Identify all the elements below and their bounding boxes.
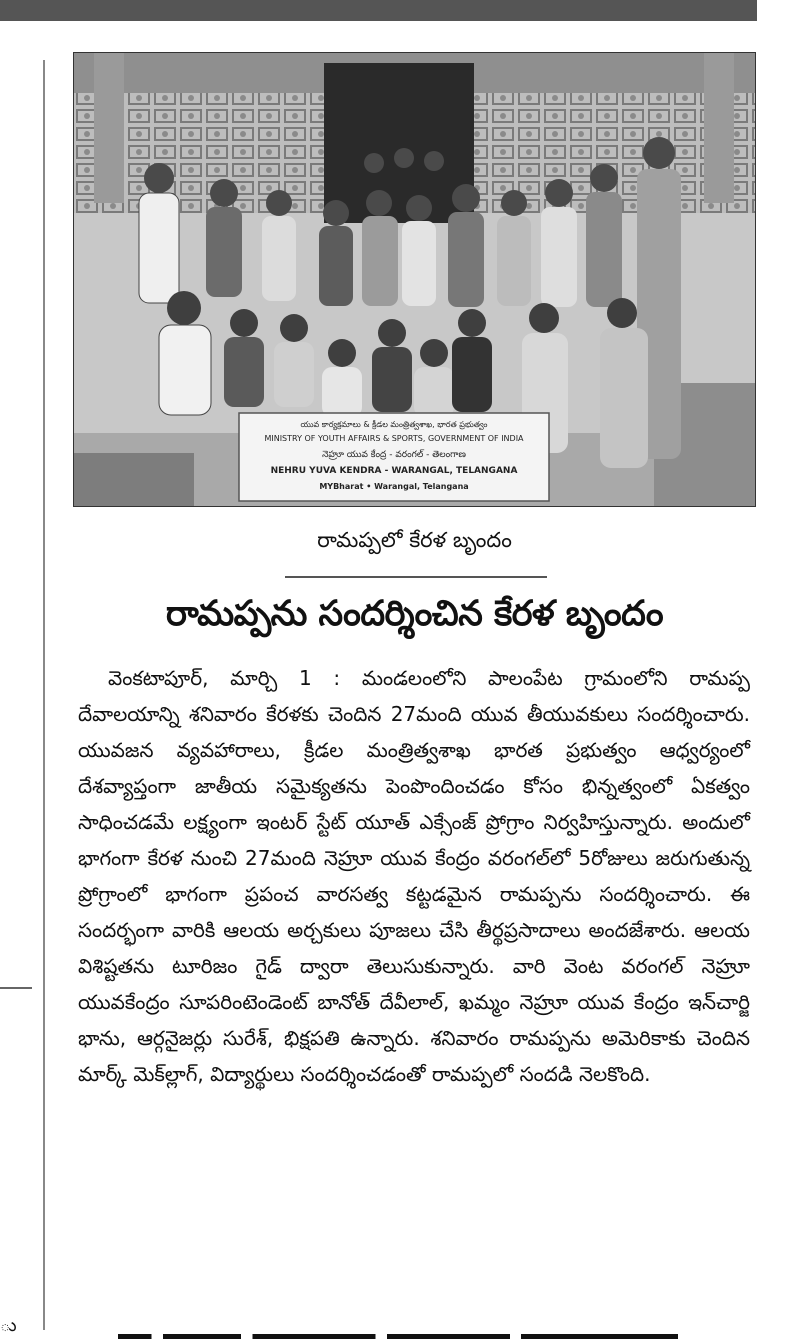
article-photo <box>73 52 756 507</box>
caption-divider <box>285 576 547 578</box>
banner-line-2: MINISTRY OF YOUTH AFFAIRS & SPORTS, GOVERNMENT OF INDIA <box>264 434 524 443</box>
banner-line-5: MYBharat • Warangal, Telangana <box>319 482 469 491</box>
article-body: వెంకటాపూర్, మార్చి 1 : మండలంలోని పాలంపేట గ్రామంలోని రామప్ప దేవాలయాన్ని శనివారం కేరళకు చెందిన 27మంది యువ తీయువకులు సందర్శించారు. యువజన వ్యవహారాలు, క్రీడల మంత్రిత్వశాఖ భారత ప్రభుత్వం ఆధ్వర్యంలో దేశవ్యాప్తంగా జాతీయ సమైక్యతను పెంపొందించడం కోసం భిన్నత్వంలో ఏకత్వం సాధించడమే లక్ష్యంగా ఇంటర్ స్టేట్ యూత్ ఎక్సేంజ్ ప్రోగ్రాం నిర్వహిస్తున్నారు. అందులో భాగంగా కేరళ నుంచి 27మంది నెహ్రూ యువ కేంద్రం వరంగల్‌లో 5రోజులు జరుగుతున్న ప్రోగ్రాంలో భాగంగా ప్రపంచ వారసత్వ కట్టడమైన రామప్పను సందర్శించారు. ఈ సందర్భంగా వారికి ఆలయ అర్చకులు పూజలు చేసి తీర్థప్రసాదాలు అందజేశారు. ఆలయ విశిష్టతను టూరిజం గైడ్ ద్వారా తెలుసుకున్నారు. వారి వెంట వరంగల్ నెహ్రూ యువకేంద్రం సూపరింటెండెంట్ బానోత్ దేవీలాల్, ఖమ్మం నెహ్రూ యువ కేంద్రం ఇన్‌చార్జి భాను, ఆర్గనైజర్లు సురేశ్, భిక్షపతి ఉన్నారు. శనివారం రామప్పను అమెరికాకు చెందిన మార్క్ మెక్‌ల్లాగ్, విద్యార్థులు సందర్శించడంతో రామప్పలో సందడి నెలకొంది. <box>78 666 750 1086</box>
group-photo-illustration <box>74 53 756 507</box>
column-top-rule <box>0 0 757 21</box>
article-headline: రామప్పను సందర్శించిన కేరళ బృందం <box>165 594 664 634</box>
column-divider <box>43 60 45 1330</box>
banner-line-4: NEHRU YUVA KENDRA - WARANGAL, TELANGANA <box>270 466 518 476</box>
next-article-headline-cut <box>118 1318 718 1339</box>
adjacent-column-rule <box>0 987 32 989</box>
adjacent-column-text: ు <box>0 1315 17 1336</box>
banner-line-3: నెహ్రూ యువ కేంద్ర - వరంగల్ - తెలంగాణ <box>322 450 466 460</box>
photo-caption: రామప్పలో కేరళ బృందం <box>317 528 512 552</box>
banner-line-1: యువ కార్యక్రమాలు & క్రీడల మంత్రిత్వశాఖ, భారత ప్రభుత్వం <box>300 420 488 429</box>
